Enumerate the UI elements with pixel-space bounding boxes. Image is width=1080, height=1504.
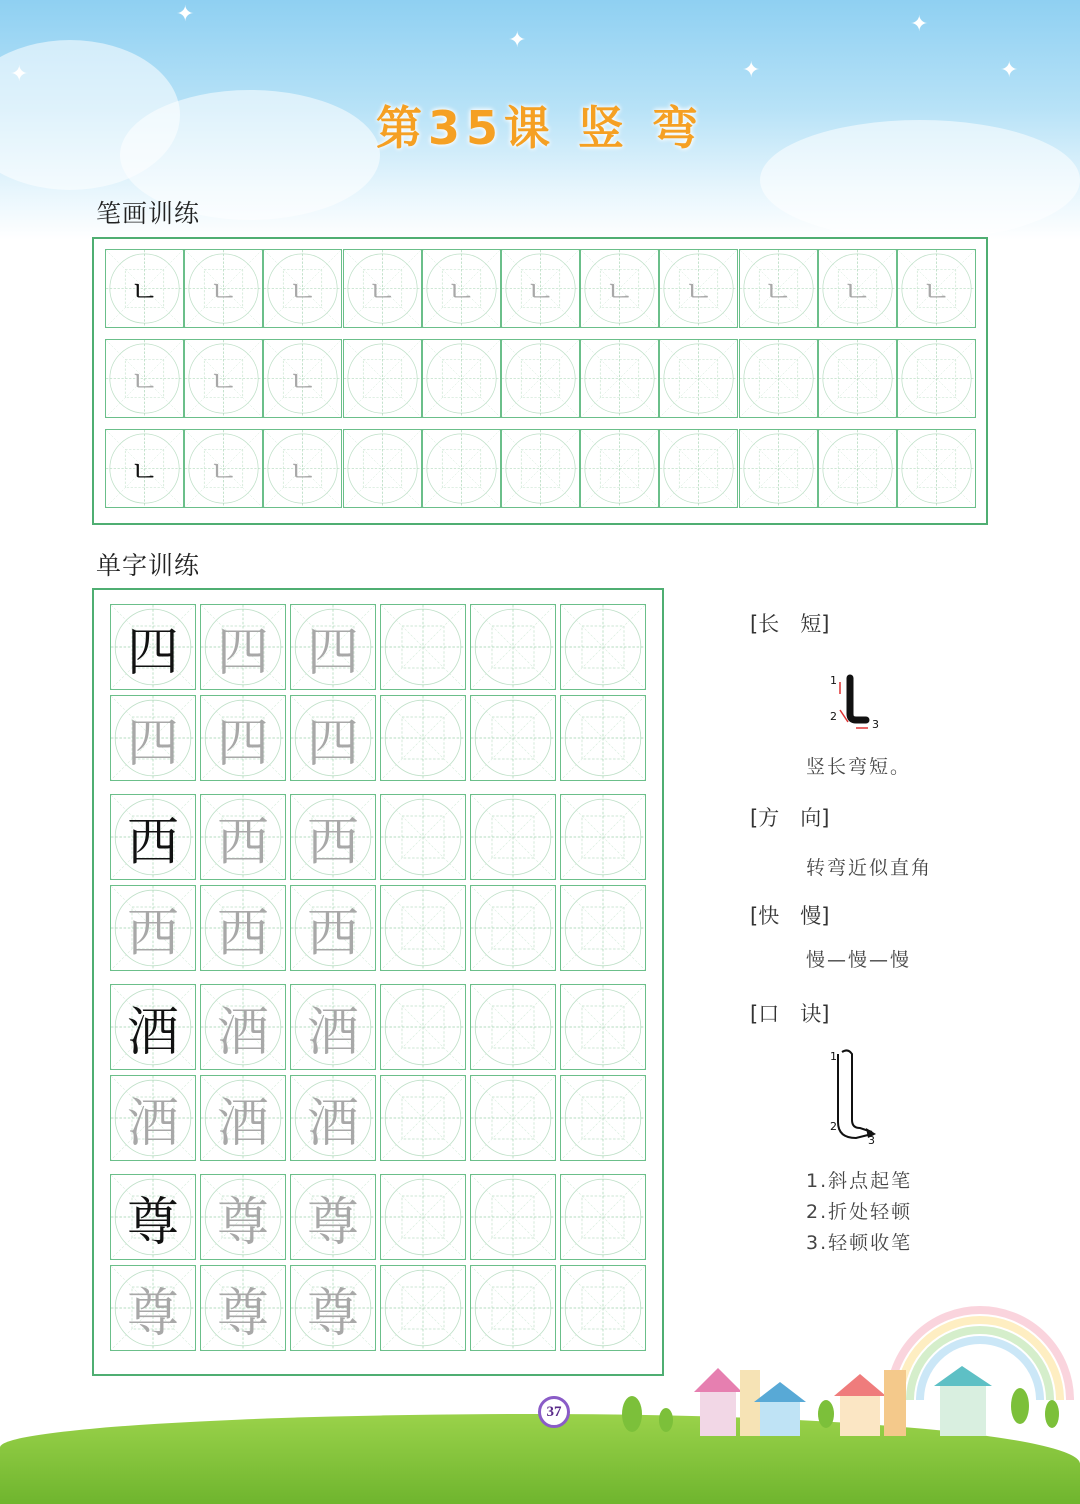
- sparkle-icon: ✦: [508, 28, 527, 53]
- grid-cell: [110, 1075, 196, 1161]
- practice-character: 四: [126, 622, 179, 683]
- grid-cell: [184, 339, 263, 418]
- grid-cell: [659, 429, 738, 508]
- grid-cell: [290, 695, 376, 781]
- grid-cell: [470, 695, 556, 781]
- stroke-glyph: ㄴ: [209, 274, 239, 310]
- grid-cell: [470, 1265, 556, 1351]
- practice-character: 尊: [306, 1283, 359, 1344]
- sparkle-icon: ✦: [10, 62, 29, 87]
- grid-cell: [818, 429, 897, 508]
- grid-cell: [110, 1265, 196, 1351]
- grid-cell: [560, 1265, 646, 1351]
- speed-label: [快 慢]: [750, 904, 830, 928]
- step-number: 1: [830, 1050, 837, 1063]
- speed-text: 慢—慢—慢: [806, 949, 912, 971]
- stroke-shape-diagram: [826, 1044, 886, 1148]
- grid-cell: [110, 885, 196, 971]
- stroke-glyph: ㄴ: [684, 274, 714, 310]
- grid-cell: [501, 249, 580, 328]
- length-text: 竖长弯短。: [806, 756, 912, 778]
- stroke-glyph: ㄴ: [367, 274, 397, 310]
- stroke-glyph: ㄴ: [605, 274, 635, 310]
- practice-character: 酒: [306, 1093, 359, 1154]
- practice-character: 酒: [216, 1002, 269, 1063]
- step-number: 2: [830, 710, 837, 723]
- char-section-label: 单字训练: [96, 551, 201, 580]
- practice-character: 酒: [216, 1093, 269, 1154]
- grid-cell: [659, 249, 738, 328]
- grid-cell: [200, 604, 286, 690]
- stroke-glyph: ㄴ: [763, 274, 793, 310]
- stroke-glyph: ㄴ: [209, 454, 239, 490]
- grid-cell: [290, 794, 376, 880]
- stroke-glyph: ㄴ: [526, 274, 555, 310]
- rhyme-line: 3.轻顿收笔: [806, 1232, 913, 1254]
- practice-character: 四: [306, 713, 359, 774]
- grid-cell: [422, 339, 501, 418]
- stroke-glyph: ㄴ: [130, 364, 159, 400]
- grid-cell: [184, 429, 263, 508]
- direction-label: [方 向]: [750, 806, 830, 830]
- grid-cell: [580, 429, 659, 508]
- grid-cell: [659, 339, 738, 418]
- grid-cell: [200, 984, 286, 1070]
- grid-cell: [380, 794, 466, 880]
- practice-character: 尊: [126, 1192, 179, 1253]
- practice-character: 酒: [126, 1093, 179, 1154]
- direction-text: 转弯近似直角: [806, 857, 933, 879]
- stroke-glyph: ㄴ: [922, 274, 951, 310]
- practice-character: 西: [216, 812, 269, 873]
- grid-cell: [739, 339, 818, 418]
- grid-cell: [560, 604, 646, 690]
- grid-cell: [343, 429, 422, 508]
- stroke-glyph: ㄴ: [288, 364, 318, 400]
- stroke-practice-grid: [92, 237, 988, 525]
- grid-cell: [200, 695, 286, 781]
- grid-cell: [200, 1174, 286, 1260]
- grid-cell: [110, 604, 196, 690]
- grid-cell: [380, 1075, 466, 1161]
- grid-cell: [560, 1174, 646, 1260]
- step-number: 1: [830, 674, 837, 687]
- grid-cell: [818, 339, 897, 418]
- practice-character: 四: [216, 622, 269, 683]
- grid-cell: [560, 885, 646, 971]
- lesson-title: 第35课 竖 弯: [375, 101, 705, 155]
- grid-cell: [200, 794, 286, 880]
- grid-cell: [422, 249, 501, 328]
- grid-cell: [739, 429, 818, 508]
- grid-cell: [818, 249, 897, 328]
- practice-character: 四: [126, 713, 179, 774]
- stroke-glyph: ㄴ: [288, 274, 318, 310]
- practice-character: 尊: [216, 1283, 269, 1344]
- grid-cell: [200, 1075, 286, 1161]
- grid-cell: [560, 984, 646, 1070]
- grid-cell: [105, 249, 184, 328]
- grid-cell: [105, 339, 184, 418]
- grid-cell: [343, 339, 422, 418]
- stroke-glyph: ㄴ: [130, 454, 159, 490]
- grid-cell: [560, 695, 646, 781]
- stroke-glyph: ㄴ: [842, 274, 872, 310]
- grid-cell: [380, 1265, 466, 1351]
- grid-cell: [580, 249, 659, 328]
- stroke-glyph: ㄴ: [130, 274, 159, 310]
- stroke-glyph: ㄴ: [288, 454, 318, 490]
- sparkle-icon: ✦: [176, 2, 195, 27]
- grid-cell: [380, 885, 466, 971]
- step-number: 2: [830, 1120, 837, 1133]
- practice-character: 西: [126, 903, 179, 964]
- grid-cell: [290, 984, 376, 1070]
- village-decoration: [600, 1360, 1070, 1450]
- sparkle-icon: ✦: [1000, 58, 1019, 83]
- grid-cell: [897, 249, 976, 328]
- grid-cell: [200, 885, 286, 971]
- rhyme-line: 1.斜点起笔: [806, 1170, 913, 1192]
- grid-cell: [470, 984, 556, 1070]
- character-practice-grid: [92, 588, 664, 1376]
- grid-cell: [380, 695, 466, 781]
- grid-cell: [380, 604, 466, 690]
- grid-cell: [580, 339, 659, 418]
- grid-cell: [560, 1075, 646, 1161]
- grid-cell: [897, 339, 976, 418]
- grid-cell: [290, 1174, 376, 1260]
- grid-cell: [470, 885, 556, 971]
- grid-cell: [290, 1075, 376, 1161]
- practice-character: 酒: [306, 1002, 359, 1063]
- grid-cell: [470, 604, 556, 690]
- grid-cell: [470, 1174, 556, 1260]
- grid-cell: [380, 1174, 466, 1260]
- stroke-section-label: 笔画训练: [96, 199, 201, 228]
- grid-cell: [501, 339, 580, 418]
- grid-cell: [263, 249, 342, 328]
- grid-cell: [290, 1265, 376, 1351]
- grid-cell: [470, 794, 556, 880]
- grid-cell: [739, 249, 818, 328]
- grid-cell: [470, 1075, 556, 1161]
- grid-cell: [184, 249, 263, 328]
- grid-cell: [290, 885, 376, 971]
- grid-cell: [897, 429, 976, 508]
- practice-character: 尊: [126, 1283, 179, 1344]
- rhyme-label: [口 诀]: [750, 1002, 830, 1026]
- grid-cell: [263, 429, 342, 508]
- grid-cell: [290, 604, 376, 690]
- grid-cell: [343, 249, 422, 328]
- practice-character: 尊: [306, 1192, 359, 1253]
- stroke-glyph: ㄴ: [209, 364, 239, 400]
- grid-cell: [422, 429, 501, 508]
- rhyme-line: 2.折处轻顿: [806, 1201, 913, 1223]
- practice-character: 四: [216, 713, 269, 774]
- sparkle-icon: ✦: [742, 58, 761, 83]
- grid-cell: [263, 339, 342, 418]
- stroke-glyph: ㄴ: [446, 274, 476, 310]
- practice-character: 尊: [216, 1192, 269, 1253]
- grid-cell: [110, 984, 196, 1070]
- step-number: 3: [868, 1134, 875, 1147]
- page-number: 37: [538, 1396, 570, 1428]
- grid-cell: [110, 1174, 196, 1260]
- grid-cell: [380, 984, 466, 1070]
- length-label: [长 短]: [750, 612, 830, 636]
- practice-character: 西: [216, 903, 269, 964]
- sparkle-icon: ✦: [910, 12, 929, 37]
- practice-character: 西: [306, 812, 359, 873]
- grid-cell: [105, 429, 184, 508]
- grid-cell: [200, 1265, 286, 1351]
- practice-character: 四: [306, 622, 359, 683]
- stroke-direction-diagram: [826, 670, 886, 734]
- grid-cell: [110, 794, 196, 880]
- grid-cell: [110, 695, 196, 781]
- practice-character: 西: [306, 903, 359, 964]
- practice-character: 西: [126, 812, 179, 873]
- step-number: 3: [872, 718, 879, 731]
- grid-cell: [501, 429, 580, 508]
- grid-cell: [560, 794, 646, 880]
- practice-character: 酒: [126, 1002, 179, 1063]
